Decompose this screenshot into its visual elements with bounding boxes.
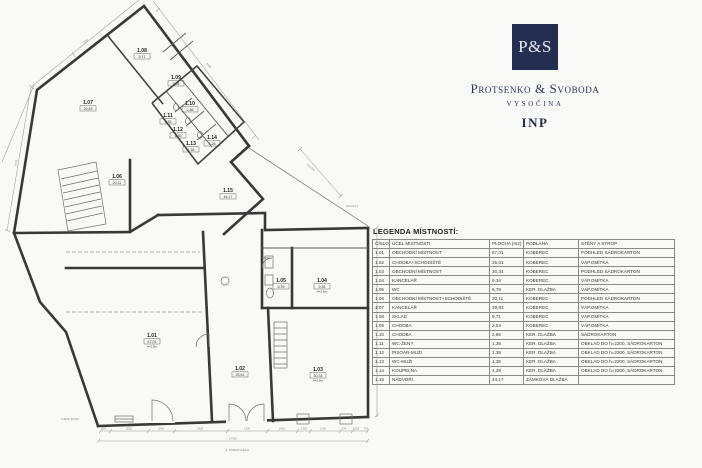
room-number: 1.09 xyxy=(171,75,181,81)
table-cell: OBKLAD DO h=2200, SÁDROKARTON xyxy=(579,366,675,375)
column-header: PLOCHA (m2) xyxy=(490,240,524,249)
room-number: 1.03 xyxy=(313,367,323,373)
room-area: 20,11 xyxy=(112,180,122,185)
room-number: 1.04 xyxy=(317,278,327,284)
dim-text: VJEZD BUDE xyxy=(61,417,79,421)
table-cell: 1.08 xyxy=(373,312,390,321)
table-cell: KER. DLAŽBA xyxy=(524,330,579,339)
room-height-note: h=2,6m xyxy=(316,289,328,294)
room-number: 1.06 xyxy=(112,174,122,180)
plan-walls xyxy=(14,6,368,426)
table-cell: OBKLAD DO h=2200, SÁDROKARTON xyxy=(579,357,675,366)
dim-text: SKLON 1 xyxy=(346,204,358,208)
room-number: 1.01 xyxy=(147,333,157,339)
table-cell: 20,11 xyxy=(490,294,524,303)
table-row xyxy=(373,294,675,303)
room-area: 25,61 xyxy=(235,372,245,377)
table-cell: 1,35 xyxy=(490,348,524,357)
table-cell: KER. DLAŽBA xyxy=(524,339,579,348)
table-cell: KER. DLAŽBA xyxy=(524,366,579,375)
column-header: PODLAHA xyxy=(524,240,579,249)
table-cell: KOBEREC xyxy=(524,258,579,267)
table-cell: KOUPELNA xyxy=(390,366,490,375)
table-cell: 67,01 xyxy=(490,249,524,258)
room-area: 44,17 xyxy=(223,194,233,199)
room-area: 9,71 xyxy=(138,54,146,59)
room-number: 1.13 xyxy=(186,141,196,147)
room-height-note: h=2,9m xyxy=(312,378,324,383)
table-cell: 1,35 xyxy=(490,357,524,366)
table-cell: 1.11 xyxy=(373,339,390,348)
room-area: 6,76 xyxy=(277,284,285,289)
table-cell: 1.13 xyxy=(373,357,390,366)
dim-text: ul. KOMENSKÉHO xyxy=(225,448,249,452)
dim-text: 1500 xyxy=(157,426,165,431)
table-cell: VÁP.OMÍTKA xyxy=(579,276,675,285)
table-row xyxy=(373,339,675,348)
table-cell: VÁP.OMÍTKA xyxy=(579,258,675,267)
room-area: 29,83 xyxy=(83,106,93,111)
table-cell: CHODBA+SCHODIŠTĚ xyxy=(390,258,490,267)
room-area: 4,28 xyxy=(208,141,216,146)
table-cell: SKLAD xyxy=(390,312,490,321)
table-cell: 1,35 xyxy=(490,339,524,348)
dim-text: 2590 xyxy=(81,37,90,45)
company-region: VYSOČINA xyxy=(506,100,564,108)
table-cell: 1.14 xyxy=(373,366,390,375)
table-cell: VÁP.OMÍTKA xyxy=(579,321,675,330)
room-number: 1.05 xyxy=(276,278,286,284)
dim-text: 1610 xyxy=(278,426,286,431)
table-cell: OBKLAD DO h=2200, SÁDROKARTON xyxy=(579,348,675,357)
table-cell: KER. DLAŽBA xyxy=(524,285,579,294)
table-row xyxy=(373,357,675,366)
table-cell: SÁDROKARTON xyxy=(579,330,675,339)
table-cell: 1.01 xyxy=(373,249,390,258)
legend-title: LEGENDA MÍSTNOSTÍ: xyxy=(373,227,459,236)
table-cell: KOBEREC xyxy=(524,276,579,285)
company-suffix: INP xyxy=(521,115,549,130)
table-cell: VÁP.OMÍTKA xyxy=(579,312,675,321)
column-header: ÚČEL MÍSTNOSTI xyxy=(390,240,490,249)
dim-text: 8725 xyxy=(13,159,19,167)
table-cell: WC-ŽENY xyxy=(390,339,490,348)
room-area: 1,35 xyxy=(187,147,195,152)
table-cell: OBKLAD DO h=2200, SÁDROKARTON xyxy=(579,339,675,348)
table-row xyxy=(373,285,675,294)
table-cell: 4,28 xyxy=(490,366,524,375)
table-row xyxy=(373,312,675,321)
table-row xyxy=(373,321,675,330)
dim-text: 1100 xyxy=(243,426,251,431)
room-number: 1.08 xyxy=(137,48,147,54)
dim-text: 1020 xyxy=(352,426,360,431)
logo-monogram: P&S xyxy=(518,37,552,56)
table-cell: KOBEREC xyxy=(524,303,579,312)
room-height-note: h=2,9m xyxy=(146,344,158,349)
dim-text: 724 xyxy=(363,426,369,431)
room-number: 1.12 xyxy=(173,127,183,133)
legend-table-body xyxy=(373,249,675,385)
company-logo xyxy=(440,24,630,131)
table-cell: KER. DLAŽBA xyxy=(524,348,579,357)
table-cell: 44,17 xyxy=(490,375,524,384)
room-number: 1.14 xyxy=(207,135,217,141)
table-row xyxy=(373,303,675,312)
table-cell: 2,54 xyxy=(490,321,524,330)
table-cell: KANCELÁŘ xyxy=(390,276,490,285)
table-row xyxy=(373,249,675,258)
table-cell: 9,34 xyxy=(490,276,524,285)
dim-text: 724 xyxy=(341,426,347,431)
room-number: 1.07 xyxy=(83,100,93,106)
table-cell: PODHLED SÁDROKARTON xyxy=(579,249,675,258)
room-number: 1.11 xyxy=(163,113,173,119)
room-area: 1,35 xyxy=(164,119,172,124)
room-number: 1.10 xyxy=(185,101,195,107)
table-row xyxy=(373,366,675,375)
table-cell: WC-MUŽI xyxy=(390,357,490,366)
table-cell: OBCHODNÍ MÍSTNOST xyxy=(390,249,490,258)
table-cell: 1.03 xyxy=(373,267,390,276)
table-cell: 1.05 xyxy=(373,285,390,294)
dim-text: 600 xyxy=(101,426,107,431)
dim-text: SKLON xyxy=(305,162,316,172)
table-cell: 6,76 xyxy=(490,285,524,294)
table-row xyxy=(373,258,675,267)
table-row xyxy=(373,375,675,384)
table-cell: 1.02 xyxy=(373,258,390,267)
plan-stairs xyxy=(58,162,287,368)
dim-text: 2500 xyxy=(125,426,133,431)
room-area: 2,86 xyxy=(186,107,194,112)
legend xyxy=(372,227,674,385)
room-area: 1,35 xyxy=(174,133,182,138)
table-row xyxy=(373,330,675,339)
table-cell: NÁDVOŘÍ xyxy=(390,375,490,384)
table-cell: KANCELÁŘ xyxy=(390,303,490,312)
room-area: 30,34 xyxy=(313,373,323,378)
table-cell: 2,86 xyxy=(490,330,524,339)
table-cell: KER. DLAŽBA xyxy=(524,357,579,366)
table-row xyxy=(373,348,675,357)
table-cell: WC xyxy=(390,285,490,294)
dim-text: 2400 xyxy=(196,426,204,431)
dim-text: 17550 xyxy=(229,436,237,441)
table-cell: 30,34 xyxy=(490,267,524,276)
legend-table xyxy=(372,239,675,385)
table-cell: 1.12 xyxy=(373,348,390,357)
table-cell: 1.15 xyxy=(373,375,390,384)
table-row xyxy=(373,267,675,276)
table-cell: VÁP.OMÍTKA xyxy=(579,303,675,312)
table-cell xyxy=(579,375,675,384)
dim-text: 1393 xyxy=(300,426,308,431)
room-area: 9,34 xyxy=(318,284,326,289)
dim-text: 1200 xyxy=(319,426,327,431)
room-area: 2,54 xyxy=(172,81,180,86)
table-cell: KOBEREC xyxy=(524,294,579,303)
table-cell: OBCHODNÍ MÍSTNOST xyxy=(390,267,490,276)
table-cell: KOBEREC xyxy=(524,312,579,321)
legend-header-row xyxy=(373,240,675,249)
logo-monogram-square xyxy=(512,24,558,70)
table-cell: 1.06 xyxy=(373,294,390,303)
table-cell: PISOÁR-MUŽI xyxy=(390,348,490,357)
table-cell: 1.09 xyxy=(373,321,390,330)
table-row xyxy=(373,276,675,285)
column-header: STĚNY A STROP xyxy=(579,240,675,249)
table-cell: 1.07 xyxy=(373,303,390,312)
table-cell: 1.04 xyxy=(373,276,390,285)
room-number: 1.15 xyxy=(223,188,233,194)
table-cell: CHODBA xyxy=(390,321,490,330)
table-cell: KOBEREC xyxy=(524,249,579,258)
table-cell: 9,71 xyxy=(490,312,524,321)
table-cell: 29,83 xyxy=(490,303,524,312)
table-cell: 1.10 xyxy=(373,330,390,339)
table-cell: PODHLED SÁDROKARTON xyxy=(579,267,675,276)
dim-text: 4495 xyxy=(205,61,213,70)
dimension-labels xyxy=(14,37,369,452)
table-cell: KOBEREC xyxy=(524,267,579,276)
room-area: 67,01 xyxy=(147,339,157,344)
table-cell: PODHLED SÁDROKARTON xyxy=(579,294,675,303)
column-header: ČÍSLO xyxy=(373,240,390,249)
table-cell: ZÁMKOVÁ DLAŽBA xyxy=(524,375,579,384)
table-cell: VÁP.OMÍTKA xyxy=(579,285,675,294)
table-cell: OBCHODNÍ MÍSTNOST+SCHODIŠTĚ xyxy=(390,294,490,303)
room-number: 1.02 xyxy=(235,366,245,372)
table-cell: 25,61 xyxy=(490,258,524,267)
table-cell: CHODBA xyxy=(390,330,490,339)
table-cell: KOBEREC xyxy=(524,321,579,330)
company-name: Protsenko & Svoboda xyxy=(470,81,600,96)
